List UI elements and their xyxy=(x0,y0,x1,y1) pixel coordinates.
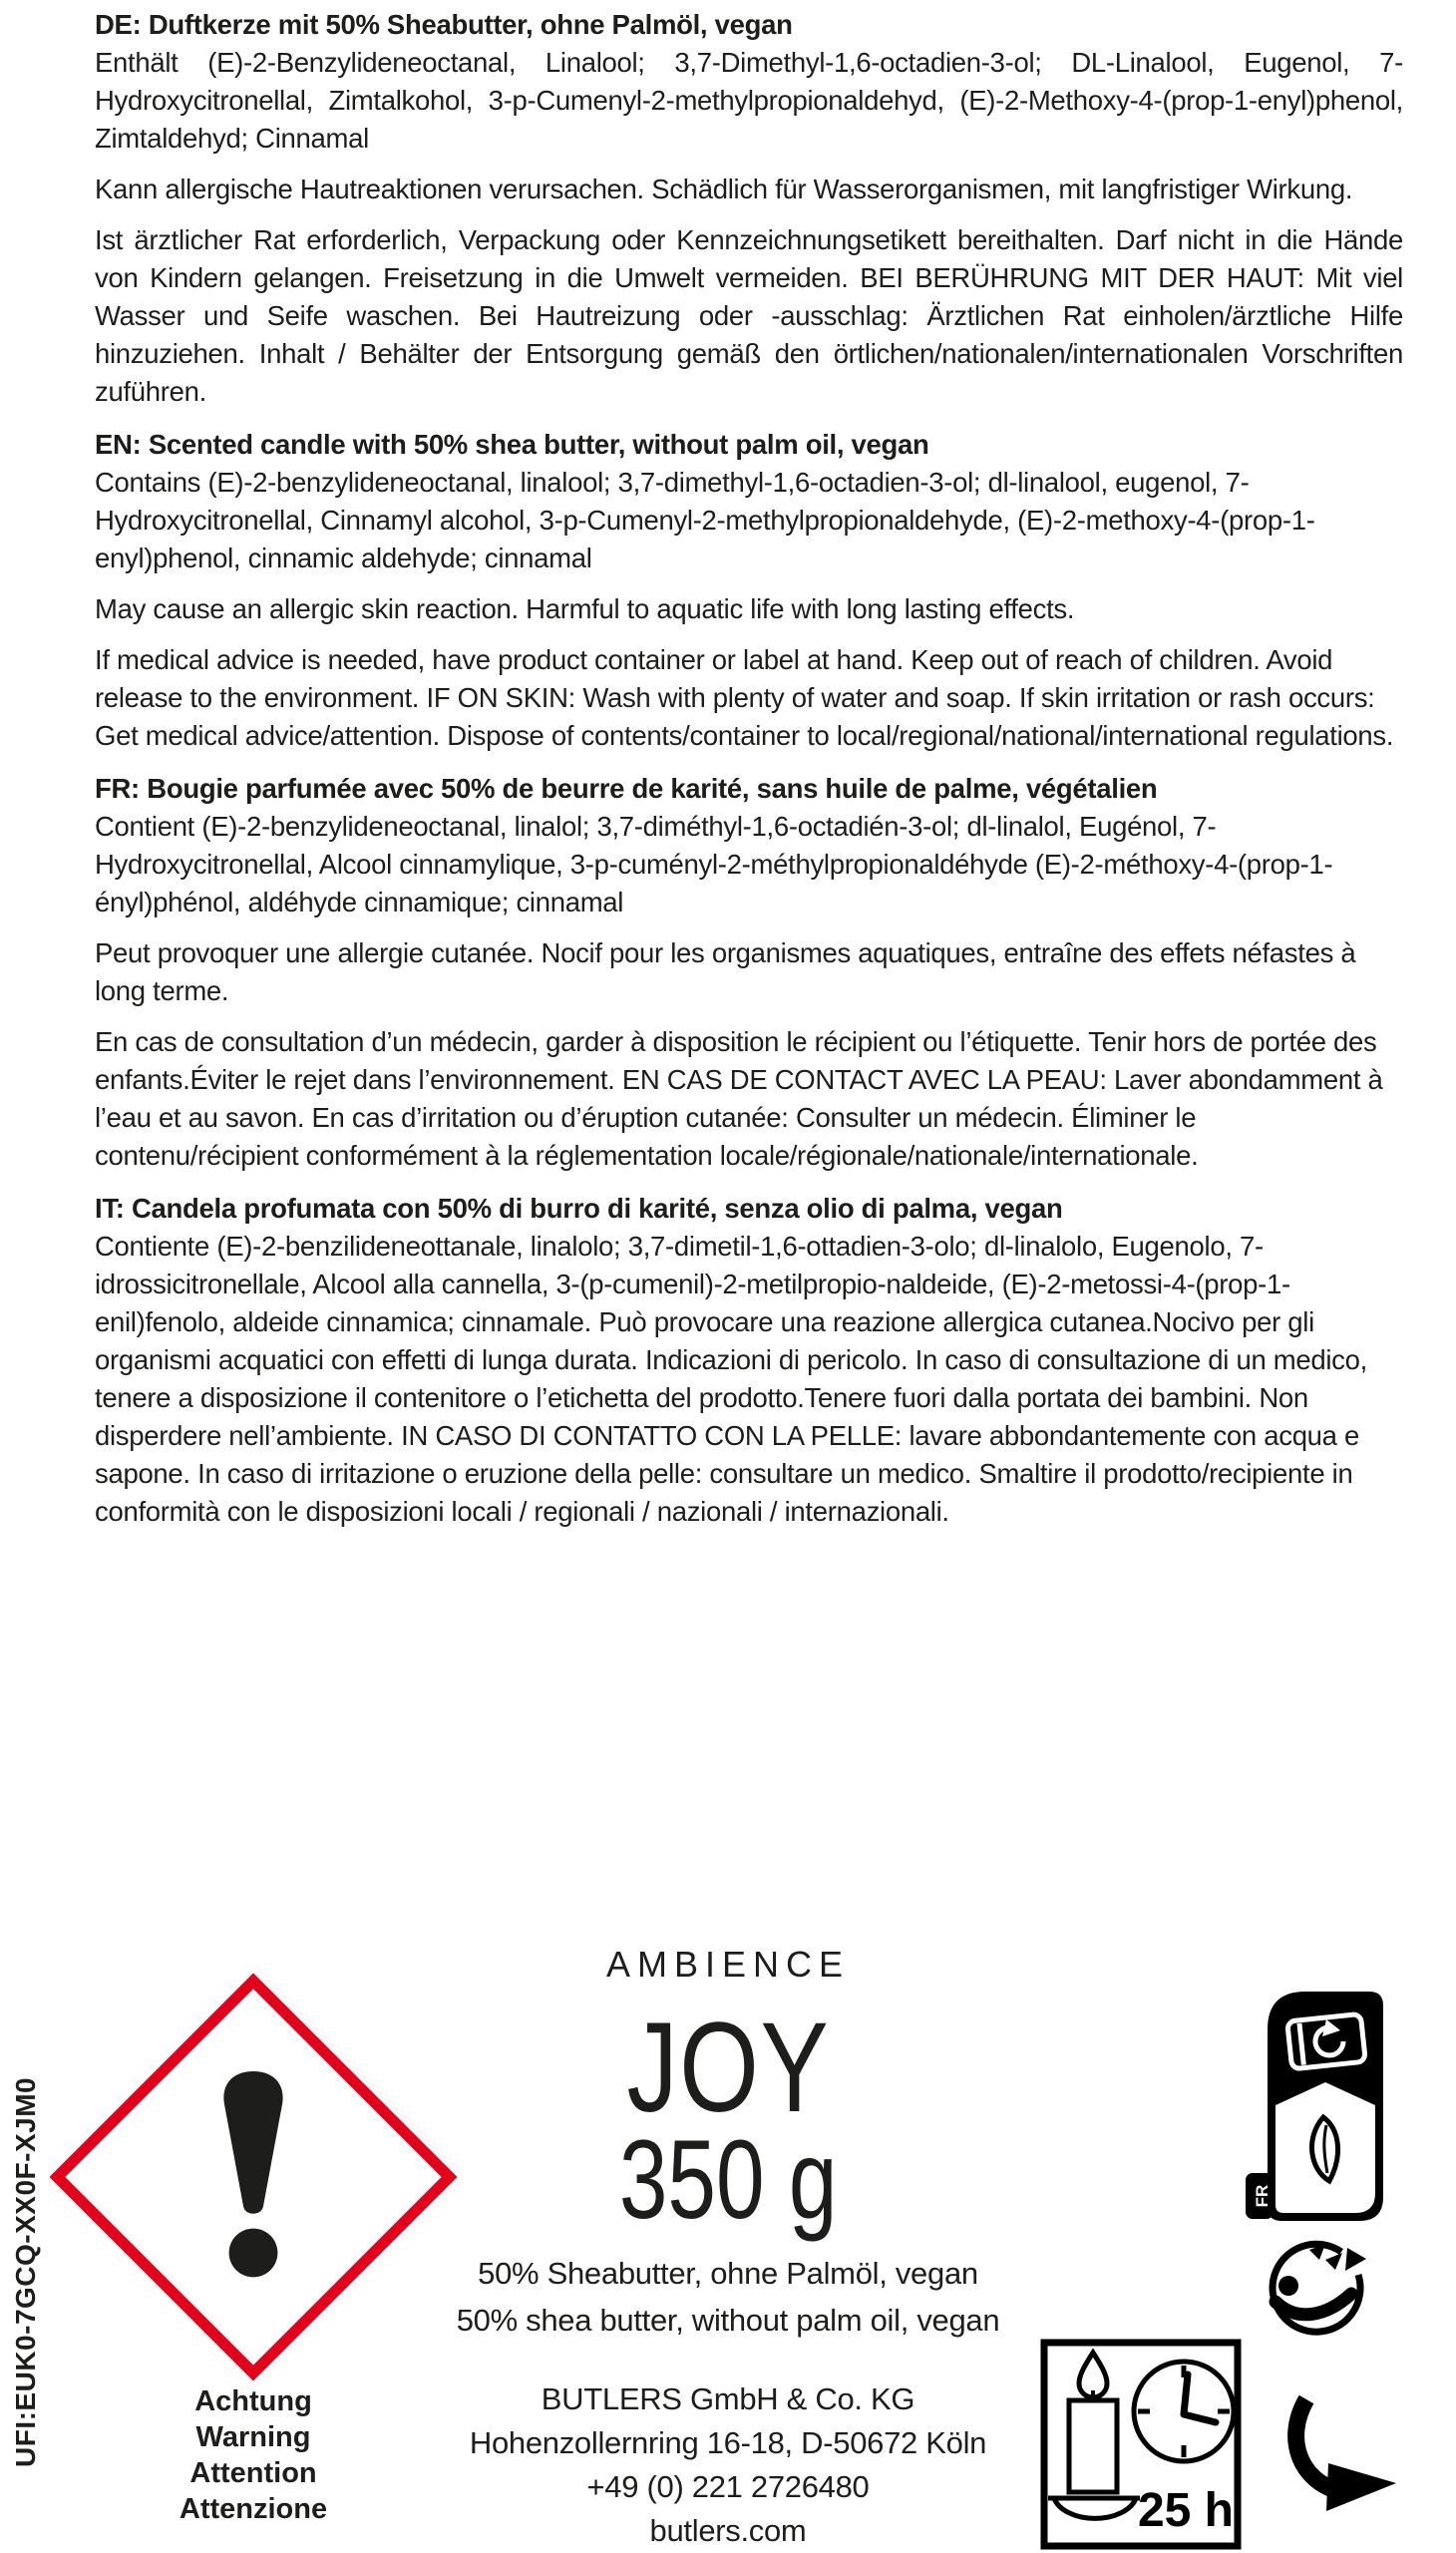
product-subtitles xyxy=(364,2250,1092,2344)
paragraph: Contient (E)-2-benzylideneoctanal, linalol; 3,7-diméthyl-1,6-octadién-3-ol; dl-linalol, Eugénol, 7-Hydroxycitronellal, Alcool cinnamylique, 3-p-cuményl-2-méthylpropionaldéhyde (E)-2-méthoxy-4-(prop-1-ényl)phénol, aldéhyde cinnamique; cinnamal xyxy=(95,811,1333,917)
company-phone: +49 (0) 221 2726480 xyxy=(586,2469,870,2504)
paragraph: Contains (E)-2-benzylideneoctanal, linalool; 3,7-dimethyl-1,6-octadien-3-ol; dl-linalool, eugenol, 7-Hydroxycitronellal, Cinnamyl alcohol, 3-p-Cumenyl-2-methylpropionaldehyde, (E)-2-methoxy-4-(prop-1-enyl)phenol, cinnamic aldehyde; cinnamal xyxy=(95,467,1315,573)
net-weight: 350 g xyxy=(618,2117,838,2242)
section-title: Duftkerze mit 50% Sheabutter, ohne Palmöl, vegan xyxy=(148,9,793,40)
section-title: Bougie parfumée avec 50% de beurre de karité, sans huile de palme, végétalien xyxy=(147,773,1158,804)
section-de xyxy=(95,6,1403,411)
section-fr xyxy=(95,770,1403,1175)
paragraph: Ist ärztlicher Rat erforderlich, Verpackung oder Kennzeichnungsetikett bereithalten. Darf nicht in die Hände von Kindern gelangen. Freisetzung in die Umwelt vermeiden. BEI BERÜHRUNG MIT DER HAUT: Mit viel Wasser und Seife waschen. Bei Hautreizung oder -ausschlag: Ärztlichen Rat einholen/ärztliche Hilfe hinzuziehen. Inhalt / Behälter der Entsorgung gemäß den örtlichen/nationalen/internationalen Vorschriften zuführen. xyxy=(95,224,1403,407)
subtitle-en: 50% shea butter, without palm oil, vegan xyxy=(456,2303,1000,2338)
signal-word-it: Attenzione xyxy=(179,2493,328,2525)
paragraph: May cause an allergic skin reaction. Harmful to aquatic life with long lasting effects. xyxy=(95,593,1075,624)
section-fr-heading xyxy=(95,770,1403,808)
company-address: Hohenzollernring 16-18, D-50672 Köln xyxy=(469,2425,987,2460)
brand-name: AMBIENCE xyxy=(605,1944,851,1985)
lang-code: DE: xyxy=(95,9,142,40)
section-it xyxy=(95,1190,1403,1531)
signal-words xyxy=(104,2383,403,2527)
paragraph: Enthält (E)-2-Benzylideneoctanal, Linalool; 3,7-Dimethyl-1,6-octadien-3-ol; DL-Linalool, Eugenol, 7-Hydroxycitronellal, Zimtalkohol, 3-p-Cumenyl-2-methylpropionaldehyd, (E)-2-Methoxy-4-(prop-1-enyl)phenol, Zimtaldehyd; Cinnamal xyxy=(95,47,1403,154)
paragraph: Contiente (E)-2-benzilideneottanale, linalolo; 3,7-dimetil-1,6-ottadien-3-olo; dl-linalolo, Eugenolo, 7-idrossicitronellale, Alcool alla cannella, 3-(p-cumenil)-2-metilpropio-naldeide, (E)-2-metossi-4-(prop-1-enil)fenolo, aldeide cinnamica; cinnamale. Può provocare una reazione allergica cutanea.Nocivo per gli organismi acquatici con effetti di lunga durata. Indicazioni di pericolo. In caso di consultazione di un medico, tenere a disposizione il contenitore o l’etichetta del prodotto.Tenere fuori dalla portata dei bambini. Non disperdere nell’ambiente. IN CASO DI CONTATTO CON LA PELLE: lavare abbondantemente con acqua e sapone. In caso di irritazione o eruzione della pelle: consultare un medico. Smaltire il prodotto/recipiente in conformità con le disposizioni locali / regionali / nazionali / internazionali. xyxy=(95,1231,1367,1527)
fr-tab-label: FR xyxy=(1253,2184,1272,2208)
lang-code: IT: xyxy=(95,1193,125,1224)
paragraph: Kann allergische Hautreaktionen verursachen. Schädlich für Wasserorganismen, mit langfristiger Wirkung. xyxy=(95,174,1353,204)
flip-side-arrow-icon xyxy=(1276,2391,1398,2515)
product-name: JOY xyxy=(626,1997,830,2139)
company-website: butlers.com xyxy=(649,2513,807,2548)
section-en xyxy=(95,426,1403,755)
multilingual-text-block xyxy=(95,6,1403,1544)
signal-word-de: Achtung xyxy=(194,2385,312,2417)
signal-word-fr: Attention xyxy=(189,2457,317,2489)
burn-time-value: 25 h xyxy=(1137,2484,1234,2537)
ufi-code: UFI:EUK0-7GCQ-XX0F-XJM0 xyxy=(10,2076,41,2467)
paragraph: En cas de consultation d’un médecin, garder à disposition le récipient ou l’étiquette. Tenir hors de portée des enfants.Éviter le rejet dans l’environnement. EN CAS DE CONTACT AVEC LA PEAU: Laver abondamment à l’eau et au savon. En cas d’irritation ou d’éruption cutanée: Consulter un médecin. Éliminer le contenu/récipient conformément à la réglementation locale/régionale/nationale/internationale. xyxy=(95,1026,1383,1171)
paragraph: Peut provoquer une allergie cutanée. Nocif pour les organismes aquatiques, entraîne des effets néfastes à long terme. xyxy=(95,937,1356,1006)
section-de-heading xyxy=(95,6,1403,44)
company-name: BUTLERS GmbH & Co. KG xyxy=(541,2381,915,2416)
info-tri-fr-icon xyxy=(1244,1990,1385,2224)
brand-block xyxy=(364,1943,1092,2553)
triman-icon xyxy=(1260,2242,1371,2342)
lang-code: EN: xyxy=(95,429,142,460)
signal-word-en: Warning xyxy=(195,2421,311,2453)
section-title: Scented candle with 50% shea butter, without palm oil, vegan xyxy=(148,429,929,460)
section-en-heading xyxy=(95,426,1403,464)
company-block xyxy=(364,2377,1092,2553)
paragraph: If medical advice is needed, have product container or label at hand. Keep out of reach of children. Avoid release to the environment. IF ON SKIN: Wash with plenty of water and soap. If skin irritation or rash occurs: Get medical advice/attention. Dispose of contents/container to local/regional/national/international regulations. xyxy=(95,644,1394,751)
burn-time-icon xyxy=(1040,2339,1242,2550)
lang-code: FR: xyxy=(95,773,140,804)
section-title: Candela profumata con 50% di burro di karité, senza olio di palma, vegan xyxy=(132,1193,1063,1224)
section-it-heading xyxy=(95,1190,1403,1228)
subtitle-de: 50% Sheabutter, ohne Palmöl, vegan xyxy=(478,2256,978,2291)
